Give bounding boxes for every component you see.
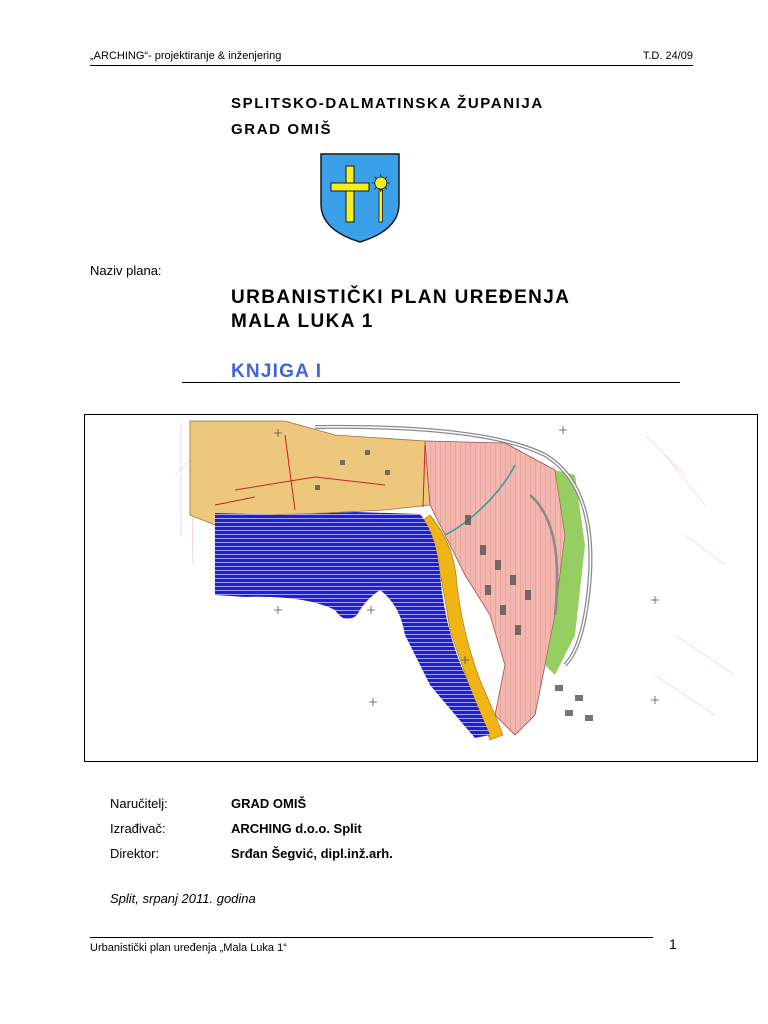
author-value: ARCHING d.o.o. Split xyxy=(231,821,362,836)
plan-map-frame xyxy=(84,414,758,762)
plan-title-line2: MALA LUKA 1 xyxy=(231,311,374,332)
director-value: Srđan Šegvić, dipl.inž.arh. xyxy=(231,846,393,861)
place-date: Split, srpanj 2011. godina xyxy=(110,891,256,906)
page-number: 1 xyxy=(669,936,677,952)
director-label: Direktor: xyxy=(110,846,160,861)
coat-of-arms-icon xyxy=(319,152,401,244)
client-value: GRAD OMIŠ xyxy=(231,796,307,811)
city-name: GRAD OMIŠ xyxy=(231,121,333,138)
header-doc-code: T.D. 24/09 xyxy=(642,50,693,62)
plan-title-line1: URBANISTIČKI PLAN UREĐENJA xyxy=(231,287,571,308)
header-rule xyxy=(90,65,693,66)
book-rule xyxy=(182,382,680,383)
footer-rule xyxy=(90,937,653,938)
urban-plan-map-icon xyxy=(85,415,757,761)
header-company: „ARCHING“- projektiranje & inženjering xyxy=(90,50,282,62)
footer-text: Urbanistički plan uređenja „Mala Luka 1“ xyxy=(90,942,287,954)
book-label: KNJIGA I xyxy=(231,361,323,382)
client-label: Naručitelj: xyxy=(110,796,168,811)
author-label: Izrađivač: xyxy=(110,821,166,836)
plan-name-label: Naziv plana: xyxy=(90,263,162,278)
county-name: SPLITSKO-DALMATINSKA ŽUPANIJA xyxy=(231,95,544,112)
